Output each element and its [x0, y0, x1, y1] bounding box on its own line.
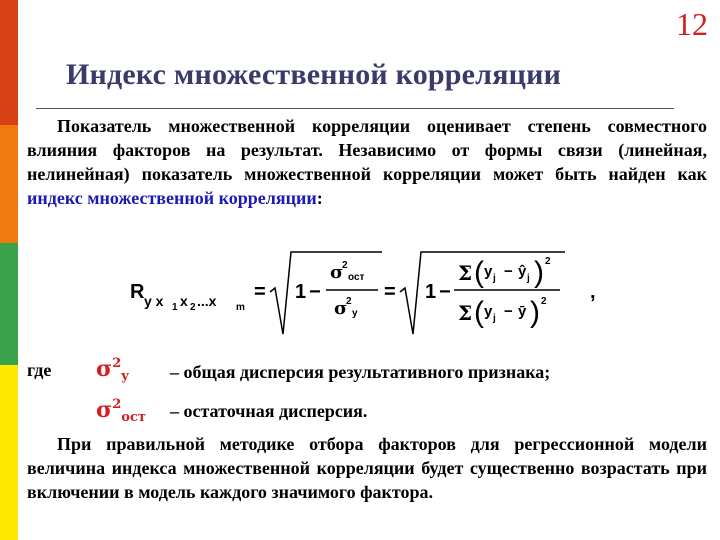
conclusion-paragraph: При правильной методике отбора факторов для регрессионной модели величина индекса множественной корреляции будет существенно возрастать при включении в модель каждого значимого фактора. — [27, 434, 707, 502]
side-stripe-green — [0, 243, 18, 365]
formula-sum-num: Σ — [458, 261, 473, 285]
formula-sub-2: 2 — [190, 302, 196, 313]
formula-j-hat: j — [527, 273, 530, 284]
sigma-ost-sub: ост — [121, 410, 146, 425]
formula-ost-num: ост — [348, 272, 365, 283]
formula-eq-2: = — [384, 281, 396, 303]
intro-text: Показатель множественной корреляции оценивает степень совместного влияния факторов на результат. Независимо от формы связи (линейная, нелинейная) показатель множественной корреляции может быть найден как — [27, 116, 707, 184]
formula-minus-den: − — [504, 303, 513, 320]
formula-paren-open-num: ( — [474, 256, 484, 289]
formula-sub-1: 1 — [172, 302, 178, 313]
formula-sigma-num: σ — [330, 262, 344, 283]
formula-eq-1: = — [254, 281, 266, 303]
formula-sub-dots: ...x — [197, 293, 217, 309]
formula-sub-yx: y x — [144, 293, 164, 309]
page-number: 12 — [676, 6, 708, 42]
formula-one-2: 1 — [425, 281, 437, 303]
formula-sup-num-2: 2 — [545, 256, 551, 267]
correlation-formula — [120, 248, 620, 340]
sigma-y-sup: 2 — [112, 356, 122, 371]
side-stripe-orange — [0, 125, 18, 243]
formula-paren-open-den: ( — [474, 296, 484, 329]
formula-j-den: j — [493, 313, 496, 324]
intro-paragraph — [27, 114, 707, 210]
sigma-ost-glyph: σ — [96, 397, 113, 423]
formula-sum-den: Σ — [458, 301, 473, 325]
formula-sup-den-2: 2 — [541, 296, 547, 307]
where-label: где — [27, 360, 52, 380]
formula-sigma-den: σ — [334, 298, 348, 319]
intro-after: : — [316, 188, 323, 208]
formula-minus-num: − — [504, 263, 513, 280]
desc-residual-variance: – остаточная дисперсия. — [170, 401, 368, 421]
slide-title: Индекс множественной корреляции — [66, 58, 562, 91]
sigma-ost-sup: 2 — [112, 397, 122, 412]
desc-total-variance: – общая дисперсия результативного признака; — [170, 362, 551, 382]
formula-yj-den: y — [484, 303, 493, 320]
formula-one-1: 1 — [295, 281, 307, 303]
formula-paren-close-num: ) — [534, 256, 544, 289]
formula-sub-m: m — [236, 302, 245, 313]
side-stripe-yellow — [0, 365, 18, 540]
formula-yj-num: y — [484, 263, 493, 280]
intro-highlight: индекс множественной корреляции — [27, 188, 317, 208]
formula-sup-den: 2 — [346, 296, 352, 307]
formula-y-den: y — [352, 308, 358, 319]
sigma-ost-symbol — [96, 397, 146, 425]
formula-comma: , — [590, 281, 596, 303]
sigma-y-glyph: σ — [96, 356, 113, 382]
formula-bar-den: ȳ — [518, 303, 527, 320]
sigma-y-symbol — [96, 356, 129, 384]
formula-minus-2: − — [439, 281, 451, 303]
formula-sub-x: x — [180, 293, 188, 309]
side-stripe-red — [0, 0, 18, 125]
formula-sup-num: 2 — [342, 260, 348, 271]
formula-minus-1: − — [309, 281, 321, 303]
formula-hat-num: ŷ — [518, 263, 527, 280]
sigma-y-sub: y — [121, 369, 129, 384]
formula-paren-close-den: ) — [530, 296, 540, 329]
formula-j-num: j — [493, 273, 496, 284]
formula-R: R — [130, 281, 145, 303]
title-underline — [36, 108, 674, 109]
radical-sign-1 — [270, 252, 382, 334]
